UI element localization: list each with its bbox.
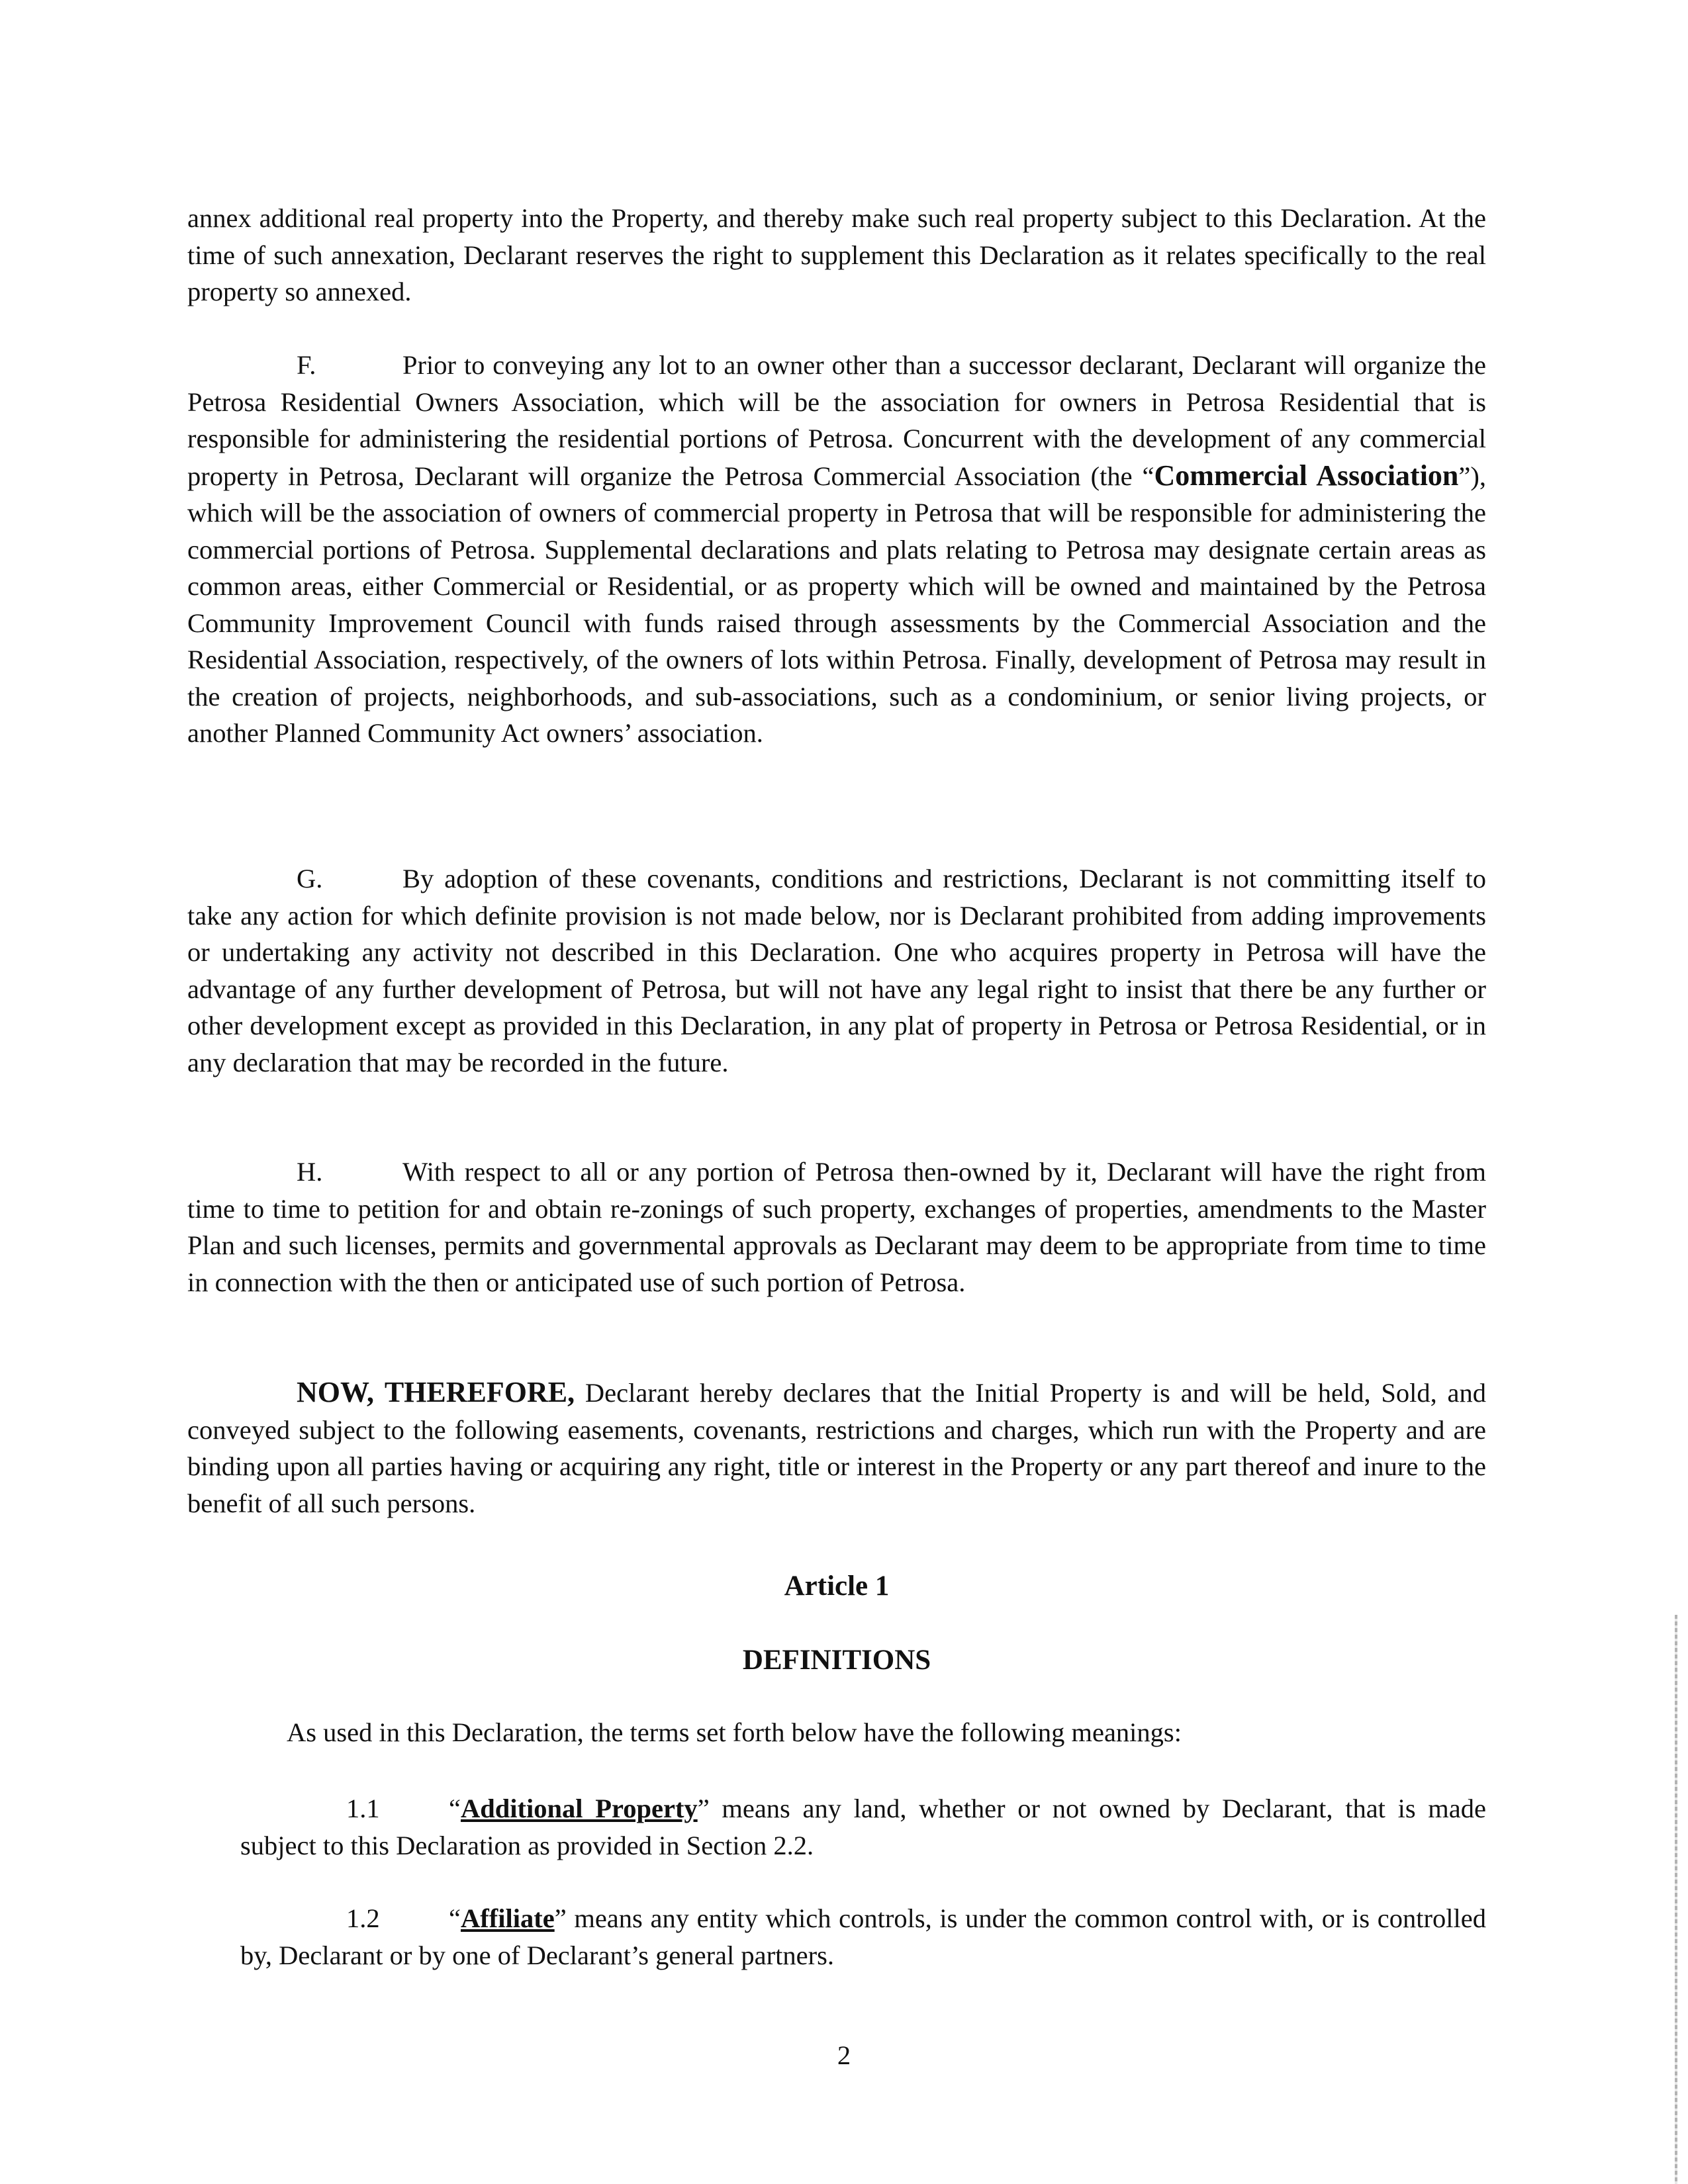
recital-g-text: By adoption of these covenants, conditions and restrictions, Declarant is not committing itself to take any action for which definite provision is not made below, nor is Declarant prohibited from adding improvements or undertaking any activity not described in this Declaration. One who acquires property in Petrosa will have the advantage of any further development of Petrosa, but will not have any legal right to insist that there be any further or other development except as provided in this Declaration, in any plat of property in Petrosa or Petrosa Residential, or in any declaration that may be recorded in the future. (187, 864, 1486, 1077)
recital-h (187, 1154, 1486, 1300)
definition-1-2 (240, 1900, 1486, 1974)
definition-open-quote: “ (449, 1903, 461, 1933)
article-number: Article 1 (784, 1570, 890, 1602)
recital-f-defined-term: Commercial Association (1154, 459, 1459, 492)
definition-text: ” means any entity which controls, is under the common control with, or is controlled by, Declarant or by one of Declarant’s general partners. (240, 1903, 1486, 1970)
definition-term: Affiliate (460, 1903, 555, 1933)
recital-h-text: With respect to all or any portion of Petrosa then-owned by it, Declarant will have the right from time to time to petition for and obtain re-zonings of such property, exchanges of properties, amendments to the Master Plan and such licenses, permits and governmental approvals as Declarant may deem to be appropriate from time to time in connection with the then or anticipated use of such portion of Petrosa. (187, 1157, 1486, 1297)
definition-number: 1.1 (346, 1794, 380, 1823)
recital-g (187, 860, 1486, 1081)
article-lead-in: As used in this Declaration, the terms set forth below have the following meanings: (287, 1717, 1182, 1747)
recital-f-text-before: Prior to conveying any lot to an owner other than a successor declarant, Declarant will organize the Petrosa Residential Owners Association, which will be the association for owners in Petrosa Residential that is responsible for administering the residential portions of Petrosa. Concurrent with the development of any commercial property in Petrosa, Declarant will organize the Petrosa Commercial Association (the “ (187, 350, 1486, 491)
recital-f (187, 347, 1486, 752)
page-number: 2 (837, 2040, 851, 2070)
definition-number: 1.2 (346, 1903, 380, 1933)
definition-term: Additional Property (460, 1794, 698, 1823)
article-title: DEFINITIONS (742, 1645, 931, 1676)
now-therefore-text: Declarant hereby declares that the Initial Property is and will be held, Sold, and conveyed subject to the following easements, covenants, restrictions and charges, which run with the Property and are binding upon all parties having or acquiring any right, title or interest in the Property or any part thereof and inure to the benefit of all such persons. (187, 1378, 1487, 1518)
recital-g-letter: G. (297, 864, 323, 893)
recital-h-letter: H. (297, 1157, 323, 1187)
intro-paragraph: annex additional real property into the Property, and thereby make such real property subject to this Declaration. At the time of such annexation, Declarant reserves the right to supplement this Declaration as it relates specifically to the real property so annexed. (187, 203, 1486, 306)
recital-f-letter: F. (297, 350, 316, 380)
definition-text: ” means any land, whether or not owned by Declarant, that is made subject to this Declaration as provided in Section 2.2. (240, 1794, 1487, 1860)
now-therefore-paragraph (187, 1374, 1486, 1522)
now-therefore-lead: NOW, THEREFORE, (297, 1376, 575, 1408)
definition-1-1 (240, 1790, 1486, 1864)
scan-edge-artifact (1675, 1615, 1677, 2184)
recital-f-text-after: ”), which will be the association of owners of commercial property in Petrosa that will be responsible for administering the commercial portions of Petrosa. Supplemental declarations and plats relating to Petrosa may designate certain areas as common areas, either Commercial or Residential, or as property which will be owned and maintained by the Petrosa Community Improvement Council with funds raised through assessments by the Commercial Association and the Residential Association, respectively, of the owners of lots within Petrosa. Finally, development of Petrosa may result in the creation of projects, neighborhoods, and sub-associations, such as a condominium, or senior living projects, or another Planned Community Act owners’ association. (187, 461, 1486, 748)
definition-open-quote: “ (449, 1794, 461, 1823)
